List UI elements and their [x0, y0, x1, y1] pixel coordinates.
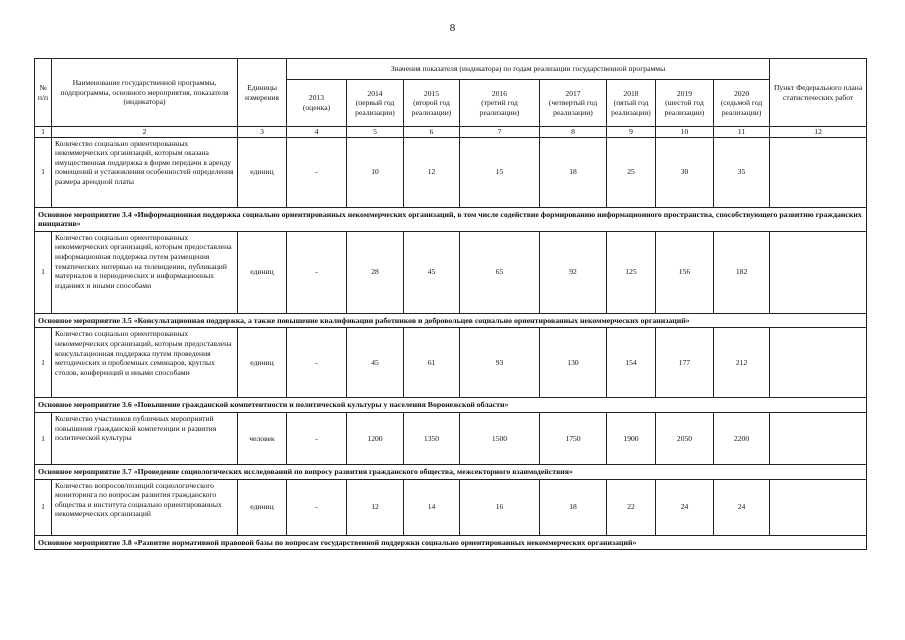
- header-name: Наименование государственной программы, подпрограммы, основного мероприятия, показателя (индикатора): [52, 59, 238, 127]
- header-year-label: (седьмой год реализации): [720, 98, 763, 117]
- header-year-value: 2014: [367, 88, 383, 98]
- indicator-value: 2050: [656, 412, 714, 464]
- column-number: 9: [607, 127, 656, 138]
- indicator-value: 10: [347, 137, 404, 207]
- indicator-value: 154: [607, 328, 656, 398]
- header-year-value: 2019: [676, 88, 693, 98]
- indicator-value: 177: [656, 328, 714, 398]
- indicator-value: 25: [607, 137, 656, 207]
- section-title: Основное мероприятие 3.6 «Повышение гражданской компетентности и политической культуры у населения Воронежской области»: [35, 398, 867, 413]
- indicator-value: 12: [404, 137, 460, 207]
- column-number: 6: [404, 127, 460, 138]
- indicator-name: Количество социально ориентированных некоммерческих организаций, которым предоставлена консультационная поддержка путем проведения методических и проблемных семинаров, круглых столов, конференций и иными способами: [52, 328, 238, 398]
- section-row: [35, 464, 867, 479]
- indicator-value: 15: [460, 137, 540, 207]
- section-row: [35, 207, 867, 231]
- header-plan: Пункт Федерального плана статистических работ: [770, 59, 867, 127]
- indicator-value: 130: [540, 328, 607, 398]
- column-number: 11: [714, 127, 770, 138]
- indicator-value: 1200: [347, 412, 404, 464]
- header-year: [607, 80, 656, 127]
- indicator-row: [35, 328, 867, 398]
- indicator-row: [35, 137, 867, 207]
- indicator-unit: человек: [238, 412, 287, 464]
- column-number: 7: [460, 127, 540, 138]
- section-row: [35, 398, 867, 413]
- indicator-name: Количество участников публичных мероприятий повышения гражданской компетенции и развития политической культуры: [52, 412, 238, 464]
- header-year: [656, 80, 714, 127]
- header-year: [460, 80, 540, 127]
- indicator-value: 1750: [540, 412, 607, 464]
- indicator-name: Количество социально ориентированных некоммерческих организаций, которым предоставлена информационная поддержка путем размещения тематических интервью на телевидении, публикаций материалов в периодических и информационных изданиях и иными способами: [52, 231, 238, 313]
- column-number: 8: [540, 127, 607, 138]
- header-values: Значения показателя (индикатора) по годам реализации государственной программы: [287, 59, 770, 80]
- column-number: 5: [347, 127, 404, 138]
- indicator-value: 45: [347, 328, 404, 398]
- indicator-value: 45: [404, 231, 460, 313]
- header-year-value: 2020: [733, 88, 750, 98]
- header-year: [347, 80, 404, 127]
- indicator-plan: [770, 137, 867, 207]
- table-body: [35, 137, 867, 550]
- column-number: 4: [287, 127, 347, 138]
- header-year-value: 2015: [423, 88, 440, 98]
- indicator-value: 14: [404, 479, 460, 535]
- section-title: Основное мероприятие 3.8 «Развитие нормативной правовой базы по вопросам государственной поддержки социально ориентированных некоммерческих организаций»: [35, 535, 867, 550]
- indicator-row: [35, 231, 867, 313]
- indicator-value: -: [287, 412, 347, 464]
- header-year-value: 2018: [623, 88, 639, 98]
- header-year-value: 2017: [565, 88, 581, 98]
- header-num: № п/п: [35, 59, 52, 127]
- indicator-value: 156: [656, 231, 714, 313]
- indicator-plan: [770, 328, 867, 398]
- indicator-value: 30: [656, 137, 714, 207]
- indicator-value: 1500: [460, 412, 540, 464]
- header-unit: Единицы измерения: [238, 59, 287, 127]
- header-year-label: (первый год реализации): [355, 98, 395, 117]
- indicator-name: Количество вопросов/позиций социологического мониторинга по вопросам развития гражданского общества и института социально ориентированных некоммерческих организаций: [52, 479, 238, 535]
- row-number: 1: [35, 328, 52, 398]
- row-number: 1: [35, 412, 52, 464]
- indicator-value: 212: [714, 328, 770, 398]
- section-title: Основное мероприятие 3.7 «Проведение социологических исследований по вопросу развития гражданского общества, межсекторного взаимодействия»: [35, 464, 867, 479]
- header-year: [540, 80, 607, 127]
- row-number: 1: [35, 137, 52, 207]
- column-numbers-row: [35, 127, 867, 138]
- section-title: Основное мероприятие 3.4 «Информационная поддержка социально ориентированных некоммерческих организаций, в том числе содействие формированию информационного пространства, способствующего развитию гражданских инициатив»: [35, 207, 867, 231]
- header-year-label: (оценка): [302, 103, 331, 112]
- indicator-value: -: [287, 328, 347, 398]
- indicator-row: [35, 479, 867, 535]
- header-year-label: (второй год реализации): [411, 98, 452, 117]
- header-year-label: (шестой год реализации): [664, 98, 705, 117]
- header-year: [287, 80, 347, 127]
- indicator-value: 22: [607, 479, 656, 535]
- header-year: [714, 80, 770, 127]
- indicator-value: 1350: [404, 412, 460, 464]
- indicator-value: 18: [540, 479, 607, 535]
- header-year-label: (третий год реализации): [479, 98, 520, 117]
- indicator-value: 93: [460, 328, 540, 398]
- indicator-row: [35, 412, 867, 464]
- column-number: 2: [52, 127, 238, 138]
- column-number: 12: [770, 127, 867, 138]
- section-row: [35, 535, 867, 550]
- indicator-unit: единиц: [238, 479, 287, 535]
- indicator-value: -: [287, 479, 347, 535]
- indicator-value: 24: [656, 479, 714, 535]
- row-number: 1: [35, 231, 52, 313]
- indicator-value: 182: [714, 231, 770, 313]
- page-number: 8: [449, 22, 456, 34]
- indicator-value: 35: [714, 137, 770, 207]
- section-title: Основное мероприятие 3.5 «Консультационная поддержка, а также повышение квалификации работников и добровольцев социально ориентированных некоммерческих организаций»: [35, 313, 867, 328]
- indicator-value: 65: [460, 231, 540, 313]
- indicator-plan: [770, 479, 867, 535]
- indicator-unit: единиц: [238, 328, 287, 398]
- row-number: 1: [35, 479, 52, 535]
- indicator-value: 18: [540, 137, 607, 207]
- column-number: 3: [238, 127, 287, 138]
- indicator-value: -: [287, 231, 347, 313]
- header-year-value: 2016: [491, 88, 508, 98]
- indicator-value: 12: [347, 479, 404, 535]
- indicator-value: 61: [404, 328, 460, 398]
- header-year-label: (пятый год реализации): [611, 98, 651, 117]
- indicator-value: 92: [540, 231, 607, 313]
- header-year-value: 2013: [308, 93, 325, 103]
- column-number: 1: [35, 127, 52, 138]
- indicator-unit: единиц: [238, 137, 287, 207]
- header-year: [404, 80, 460, 127]
- indicator-value: 16: [460, 479, 540, 535]
- indicator-value: 125: [607, 231, 656, 313]
- header-year-label: (четвертый год реализации): [548, 98, 598, 117]
- indicator-value: 2200: [714, 412, 770, 464]
- indicator-value: 28: [347, 231, 404, 313]
- indicator-plan: [770, 231, 867, 313]
- section-row: [35, 313, 867, 328]
- indicator-table: [34, 58, 867, 550]
- indicator-value: 24: [714, 479, 770, 535]
- indicator-value: 1900: [607, 412, 656, 464]
- indicator-name: Количество социально ориентированных некоммерческих организаций, которым оказана имущественная поддержка в форме передачи в аренду помещений и установления особенностей определения размера арендной платы: [52, 137, 238, 207]
- indicator-value: -: [287, 137, 347, 207]
- column-number: 10: [656, 127, 714, 138]
- indicator-plan: [770, 412, 867, 464]
- indicator-unit: единиц: [238, 231, 287, 313]
